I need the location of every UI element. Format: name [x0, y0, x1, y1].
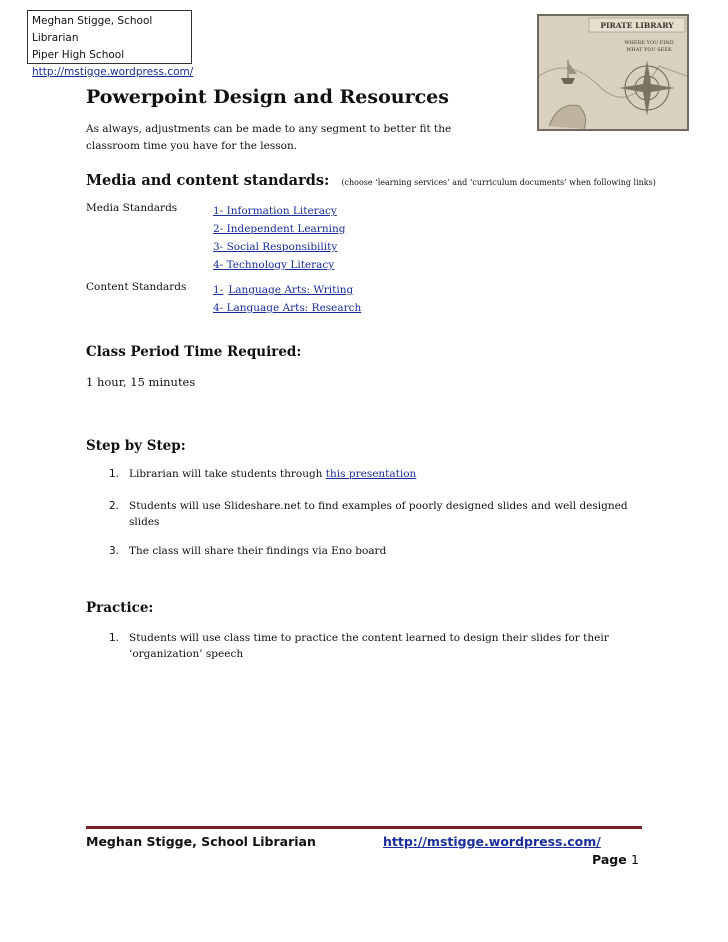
- header-school: Piper High School: [32, 49, 125, 61]
- content-standard-link-2[interactable]: 4- Language Arts: Research: [213, 302, 362, 314]
- content-standard-num-1[interactable]: 1-: [213, 284, 224, 296]
- practice-text-1b: ‘organization’ speech: [129, 648, 244, 660]
- step-text-3: The class will share their findings via Eno board: [129, 545, 387, 557]
- content-standards-links: [213, 280, 361, 316]
- header-url-link[interactable]: http://mstigge.wordpress.com/: [32, 66, 194, 78]
- treasure-map-image: [539, 16, 687, 129]
- page-number: 1: [631, 852, 639, 867]
- intro-line-2: classroom time you have for the lesson.: [86, 140, 298, 152]
- steps-heading: Step by Step:: [86, 438, 186, 454]
- media-standard-link-4[interactable]: 4- Technology Literacy: [213, 259, 335, 271]
- step-text-2b: slides: [129, 516, 160, 528]
- practice-heading: Practice:: [86, 600, 154, 616]
- step-text-2: Students will use Slideshare.net to find examples of poorly designed slides and well designed: [129, 500, 628, 512]
- footer-url-link[interactable]: http://mstigge.wordpress.com/: [383, 834, 601, 849]
- content-standards-label: Content Standards: [86, 281, 187, 293]
- footer-rule: [86, 826, 642, 829]
- time-heading: Class Period Time Required:: [86, 344, 302, 360]
- standards-note: (choose ‘learning services’ and ‘curriculum documents’ when following links): [341, 178, 656, 187]
- intro-line-1: As always, adjustments can be made to any segment to better fit the: [86, 123, 452, 135]
- presentation-link[interactable]: this presentation: [325, 468, 417, 480]
- media-standards-links: [213, 201, 345, 273]
- intro-text: [86, 121, 466, 155]
- header-name: Meghan Stigge, School Librarian: [32, 15, 153, 44]
- logo-title: PIRATE LIBRARY: [600, 21, 674, 30]
- footer-page: [592, 852, 639, 867]
- practice-number-1: 1.: [109, 632, 120, 644]
- media-standard-link-3[interactable]: 3- Social Responsibility: [213, 241, 338, 253]
- time-value: 1 hour, 15 minutes: [86, 375, 196, 389]
- logo-tagline-2: WHAT YOU SEEK: [626, 47, 672, 53]
- footer-name: Meghan Stigge, School Librarian: [86, 834, 316, 849]
- content-standard-link-1[interactable]: Language Arts: Writing: [228, 284, 354, 296]
- media-standard-link-1[interactable]: 1- Information Literacy: [213, 205, 337, 217]
- header-info-box: [27, 10, 194, 78]
- standards-heading-text: Media and content standards:: [86, 172, 330, 189]
- media-standard-link-2[interactable]: 2- Independent Learning: [213, 223, 346, 235]
- pirate-library-logo: [537, 14, 689, 131]
- media-standards-label: Media Standards: [86, 202, 178, 214]
- step-item-3: [109, 543, 629, 559]
- practice-item-1: [109, 630, 629, 662]
- step-number-1: 1.: [109, 468, 120, 480]
- step-item-1: [109, 466, 629, 482]
- step-text-1: Librarian will take students through: [129, 468, 326, 480]
- step-number-2: 2.: [109, 500, 120, 512]
- page-title: Powerpoint Design and Resources: [86, 86, 449, 108]
- practice-text-1: Students will use class time to practice the content learned to design their slides for their: [129, 632, 609, 644]
- logo-tagline-1: WHERE YOU FIND: [624, 40, 674, 46]
- standards-heading: [86, 172, 656, 189]
- step-number-3: 3.: [109, 545, 120, 557]
- page-label: Page: [592, 852, 627, 867]
- step-item-2: [109, 498, 629, 530]
